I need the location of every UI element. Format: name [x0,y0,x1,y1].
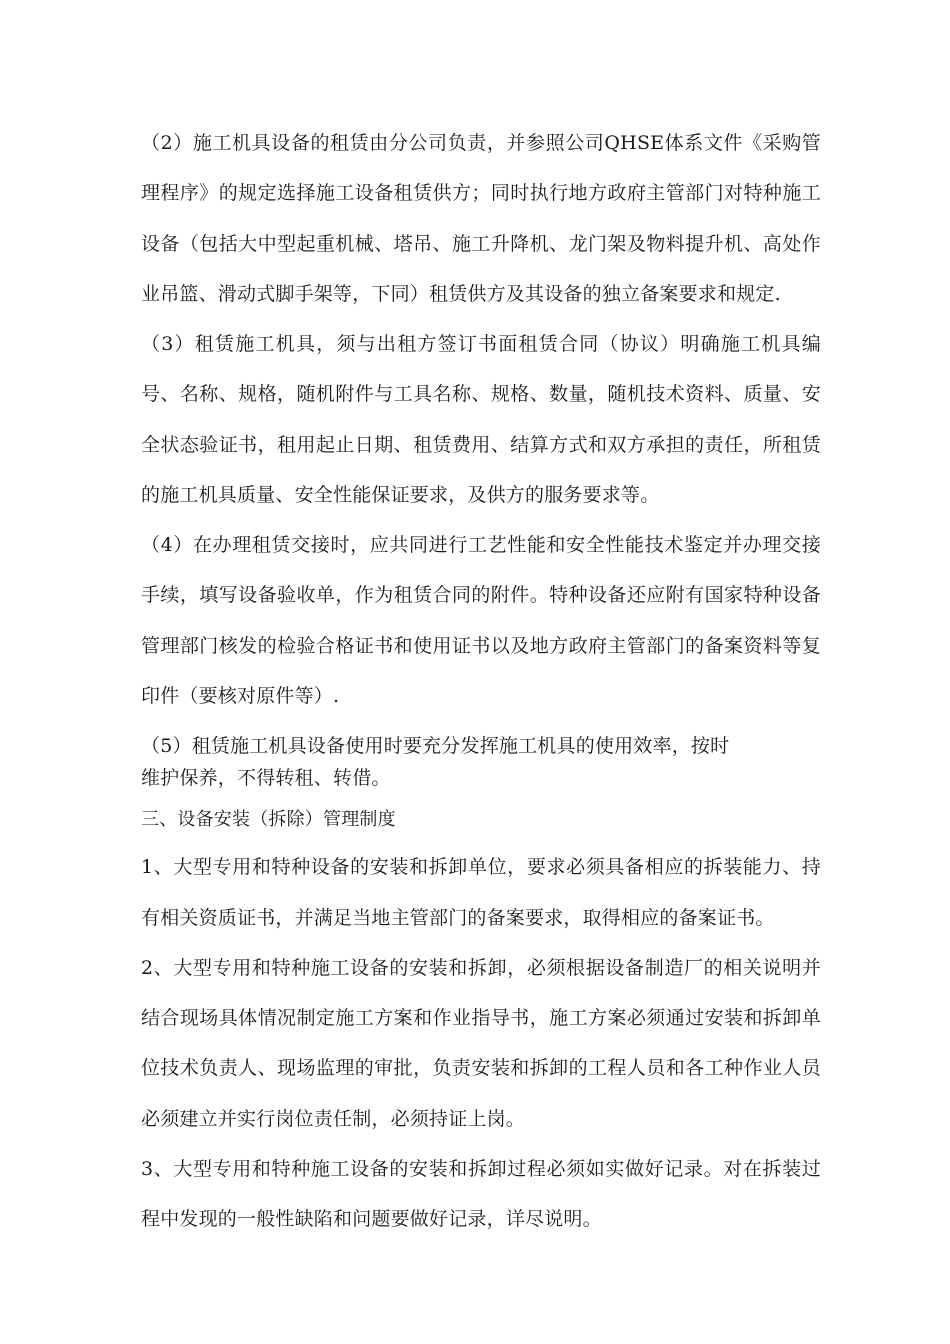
text-line: 必须建立并实行岗位责任制，必须持证上岗。 [141,1108,526,1130]
text-line: 维护保养，不得转租、转借。 [141,767,391,789]
text-line: （4）在办理租赁交接时，应共同进行工艺性能和安全性能技术鉴定并办理交接 [141,534,821,556]
text-line: （5）租赁施工机具设备使用时要充分发挥施工机具的使用效率，按时 [141,735,730,757]
text-line: （3）租赁施工机具，须与出租方签订书面租赁合同（协议）明确施工机具编 [141,333,821,355]
text-line: 位技术负责人、现场监理的审批，负责安装和拆卸的工程人员和各工种作业人员 [141,1057,821,1079]
text-line: 号、名称、规格，随机附件与工具名称、规格、数量，随机技术资料、质量、安 [141,383,821,405]
section-heading: 三、设备安装（拆除）管理制度 [141,809,396,830]
text-line: 管理部门核发的检验合格证书和使用证书以及地方政府主管部门的备案资料等复 [141,635,821,657]
text-line: 程中发现的一般性缺陷和问题要做好记录，详尽说明。 [141,1208,602,1230]
text-line: 1、大型专用和特种设备的安装和拆卸单位，要求必须具备相应的拆装能力、持 [141,856,821,878]
text-line: 结合现场具体情况制定施工方案和作业指导书，施工方案必须通过安装和拆卸单 [141,1007,821,1029]
text-line: 印件（要核对原件等）. [141,685,340,707]
text-line: 手续，填写设备验收单，作为租赁合同的附件。特种设备还应附有国家特种设备 [141,584,821,606]
text-line: 3、大型专用和特种施工设备的安装和拆卸过程必须如实做好记录。对在拆装过 [141,1158,821,1180]
text-line: 2、大型专用和特种施工设备的安装和拆卸，必须根据设备制造厂的相关说明并 [141,957,821,979]
text-line: 设备（包括大中型起重机械、塔吊、施工升降机、龙门架及物料提升机、高处作 [141,233,821,255]
text-line: 业吊篮、滑动式脚手架等，下同）租赁供方及其设备的独立备案要求和规定. [141,283,781,305]
text-line: （2）施工机具设备的租赁由分公司负责，并参照公司QHSE体系文件《采购管 [141,132,821,154]
text-line: 有相关资质证书，并满足当地主管部门的备案要求，取得相应的备案证书。 [141,907,775,929]
text-line: 的施工机具质量、安全性能保证要求，及供方的服务要求等。 [141,484,660,506]
text-line: 理程序》的规定选择施工设备租赁供方；同时执行地方政府主管部门对特种施工 [141,182,821,204]
text-line: 全状态验证书，租用起止日期、租赁费用、结算方式和双方承担的责任，所租赁 [141,434,821,456]
